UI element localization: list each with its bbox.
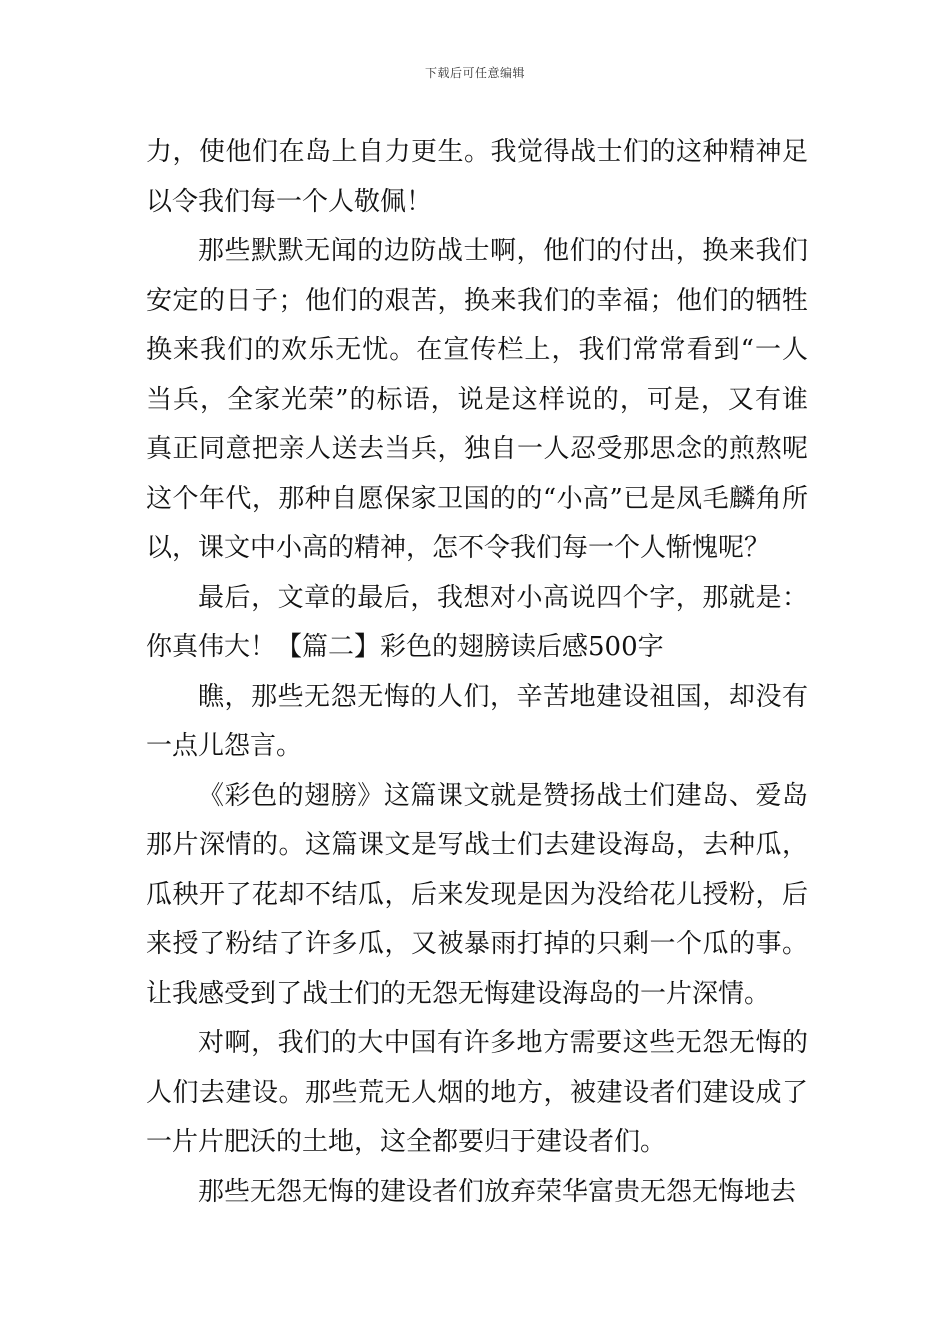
document-body [146,128,808,1217]
paragraph-4: 瞧，那些无怨无悔的人们，辛苦地建设祖国，却没有一点儿怨言。 [146,681,808,761]
paragraph-5: 《彩色的翅膀》这篇课文就是赞扬战士们建岛、爱岛那片深情的。这篇课文是写战士们去建设海岛，去种瓜，瓜秧开了花却不结瓜，后来发现是因为没给花儿授粉，后来授了粉结了许多瓜，又被暴雨打掉的只剩一个瓜的事。让我感受到了战士们的无怨无悔建设海岛的一片深情。 [146,780,808,1009]
page-header-note: 下载后可任意编辑 [424,66,525,80]
paragraph-3: 最后，文章的最后，我想对小高说四个字，那就是：你真伟大！【篇二】彩色的翅膀读后感500字 [146,582,808,662]
paragraph-2: 那些默默无闻的边防战士啊，他们的付出，换来我们安定的日子；他们的艰苦，换来我们的幸福；他们的牺牲换来我们的欢乐无忧。在宣传栏上，我们常常看到“一人当兵，全家光荣”的标语，说是这样说的，可是，又有谁真正同意把亲人送去当兵，独自一人忍受那思念的煎熬呢这个年代，那种自愿保家卫国的的“小高”已是凤毛麟角所以，课文中小高的精神，怎不令我们每一个人惭愧呢？ [146,236,808,563]
paragraph-6: 对啊，我们的大中国有许多地方需要这些无怨无悔的人们去建设。那些荒无人烟的地方，被建设者们建设成了一片片肥沃的土地，这全都要归于建设者们。 [146,1028,808,1157]
paragraph-7: 那些无怨无悔的建设者们放弃荣华富贵无怨无悔地去 [198,1176,797,1207]
paragraph-1: 力，使他们在岛上自力更生。我觉得战士们的这种精神足以令我们每一个人敬佩！ [146,137,808,217]
